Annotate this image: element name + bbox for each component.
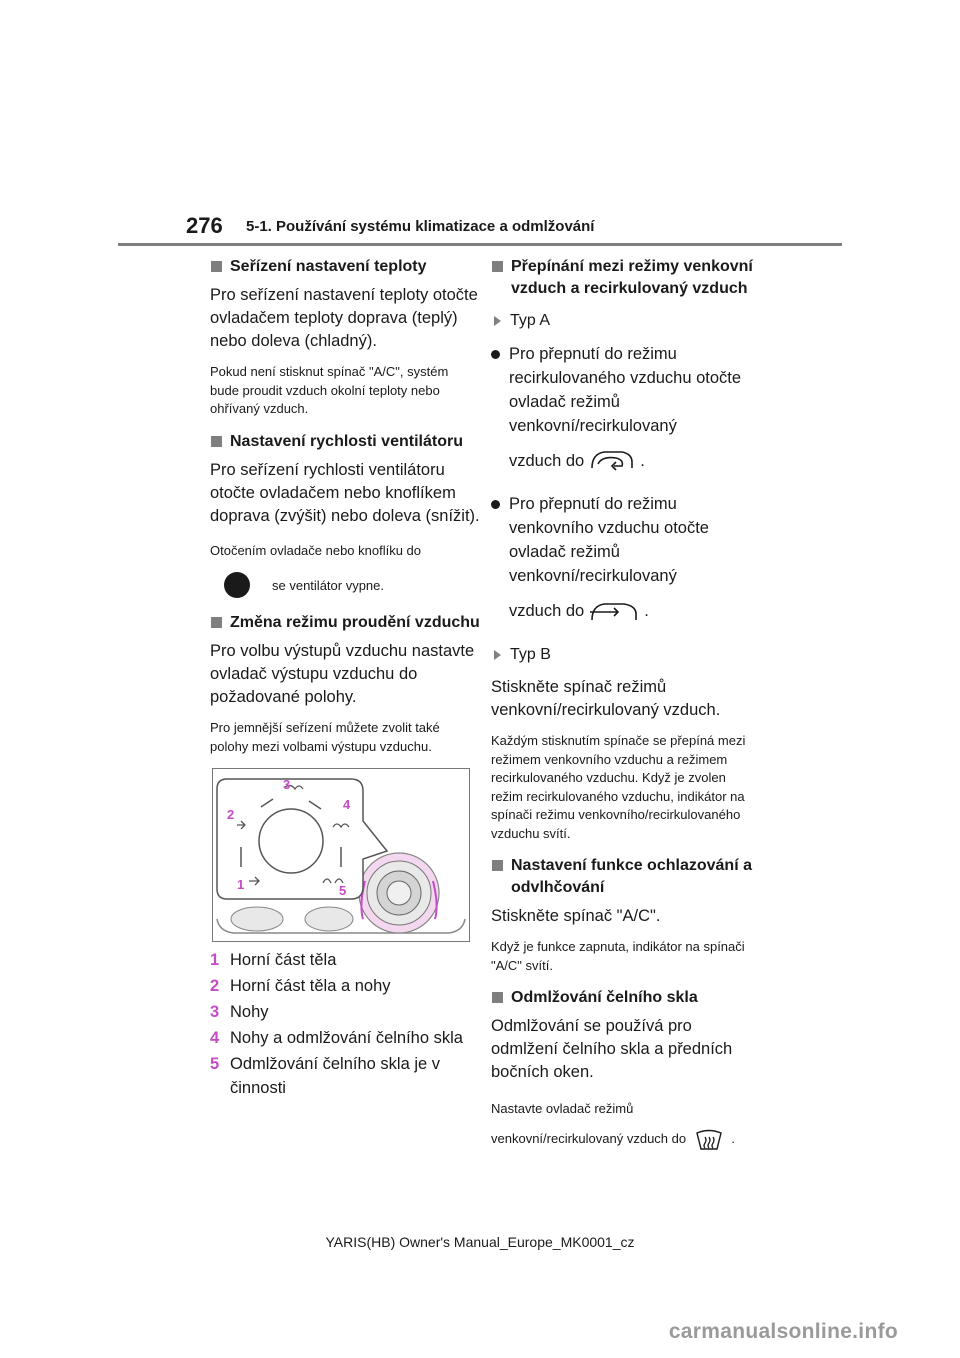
defog-heading: Odmlžování čelního skla	[491, 987, 756, 1009]
defog-note: Nastavte ovladač režimů venkovní/recirkulovaný vzduch do .	[491, 1094, 756, 1154]
bullet-dot-icon	[491, 500, 500, 509]
square-bullet-icon	[492, 261, 503, 272]
fan-heading: Nastavení rychlosti ventilátoru	[210, 431, 480, 453]
temperature-heading: Seřízení nastavení teploty	[210, 256, 480, 278]
recirc-heading: Přepínání mezi režimy venkovní vzduch a recirkulovaný vzduch	[491, 256, 756, 300]
right-column	[491, 252, 756, 1166]
square-bullet-icon	[492, 860, 503, 871]
ac-note: Když je funkce zapnuta, indikátor na spínači "A/C" svítí.	[491, 939, 745, 973]
type-a-label: Typ A	[491, 312, 756, 330]
bullet-dot-icon	[491, 350, 500, 359]
recirculated-air-icon	[588, 448, 636, 474]
left-column	[210, 252, 480, 1102]
watermark[interactable]: carmanualsonline.info	[668, 1320, 898, 1343]
figure-label-3: 3	[283, 777, 291, 792]
triangle-bullet-icon	[494, 650, 501, 660]
airflow-text: Pro volbu výstupů vzduchu nastavte ovladač výstupu vzduchu do požadované polohy.	[210, 642, 475, 706]
footer-manual-title: YARIS(HB) Owner's Manual_Europe_MK0001_cz	[325, 1234, 635, 1250]
figure-label-1: 1	[237, 877, 245, 892]
windshield-defog-icon	[694, 1127, 724, 1153]
type-b-note: Každým stisknutím spínače se přepíná mezi režimem venkovního vzduchu a režimem recirkulovaného vzduchu. Když je zvolen režim recirkulovaného vzduchu, indikátor na spínači režimu venkovního/recirkulovaného vzduchu svítí.	[491, 733, 746, 841]
figure-label-5: 5	[339, 883, 347, 898]
triangle-bullet-icon	[494, 316, 501, 326]
legend-item: 4 Nohy a odmlžování čelního skla	[210, 1029, 463, 1047]
temperature-text: Pro seřízení nastavení teploty otočte ovladačem teploty doprava (teplý) nebo doleva (chladný).	[210, 286, 478, 350]
bullet-outside-air: Pro přepnutí do režimu venkovního vzduchu otočte ovladač režimů venkovní/recirkulovaný vzduch do .	[491, 492, 756, 634]
figure-label-4: 4	[343, 797, 351, 812]
outside-air-icon	[588, 598, 640, 624]
airflow-dial-figure	[212, 768, 470, 942]
airflow-dial-illustration	[213, 769, 469, 941]
header-rule	[118, 243, 842, 246]
type-b-label: Typ B	[491, 646, 756, 664]
type-b-text: Stiskněte spínač režimů venkovní/recirkulovaný vzduch.	[491, 678, 721, 719]
fan-off-row	[224, 572, 480, 598]
airflow-heading: Změna režimu proudění vzduchu	[210, 612, 480, 634]
fan-off-icon	[224, 572, 250, 598]
square-bullet-icon	[211, 436, 222, 447]
square-bullet-icon	[492, 992, 503, 1003]
fan-off-text: se ventilátor vypne.	[272, 577, 385, 593]
figure-legend	[210, 948, 480, 1100]
section-title: 5-1. Používání systému klimatizace a odmlžování	[246, 218, 595, 235]
fan-text: Pro seřízení rychlosti ventilátoru otočte ovladačem nebo knoflíkem doprava (zvýšit) nebo doleva (snížit).	[210, 460, 480, 525]
bullet-recirculate: Pro přepnutí do režimu recirkulovaného vzduchu otočte ovladač režimů venkovní/recirkulovaný vzduch do .	[491, 342, 756, 484]
page-number: 276	[186, 213, 223, 238]
temperature-note: Pokud není stisknut spínač "A/C", systém bude proudit vzduch okolní teploty nebo ohřívaný vzduch.	[210, 364, 449, 416]
ac-heading: Nastavení funkce ochlazování a odvlhčování	[491, 855, 756, 899]
legend-item: 3 Nohy	[210, 1003, 269, 1021]
legend-item: 1 Horní část těla	[210, 951, 337, 969]
ac-text: Stiskněte spínač "A/C".	[491, 907, 661, 925]
defog-text: Odmlžování se používá pro odmlžení čelního skla a předních bočních oken.	[491, 1017, 733, 1081]
square-bullet-icon	[211, 617, 222, 628]
legend-item: 5 Odmlžování čelního skla je v činnosti	[210, 1055, 441, 1097]
airflow-note: Pro jemnější seřízení můžete zvolit také polohy mezi volbami výstupu vzduchu.	[210, 720, 440, 754]
square-bullet-icon	[211, 261, 222, 272]
figure-label-2: 2	[227, 807, 235, 822]
legend-item: 2 Horní část těla a nohy	[210, 977, 391, 995]
fan-note: Otočením ovladače nebo knoflíku do	[210, 542, 422, 558]
